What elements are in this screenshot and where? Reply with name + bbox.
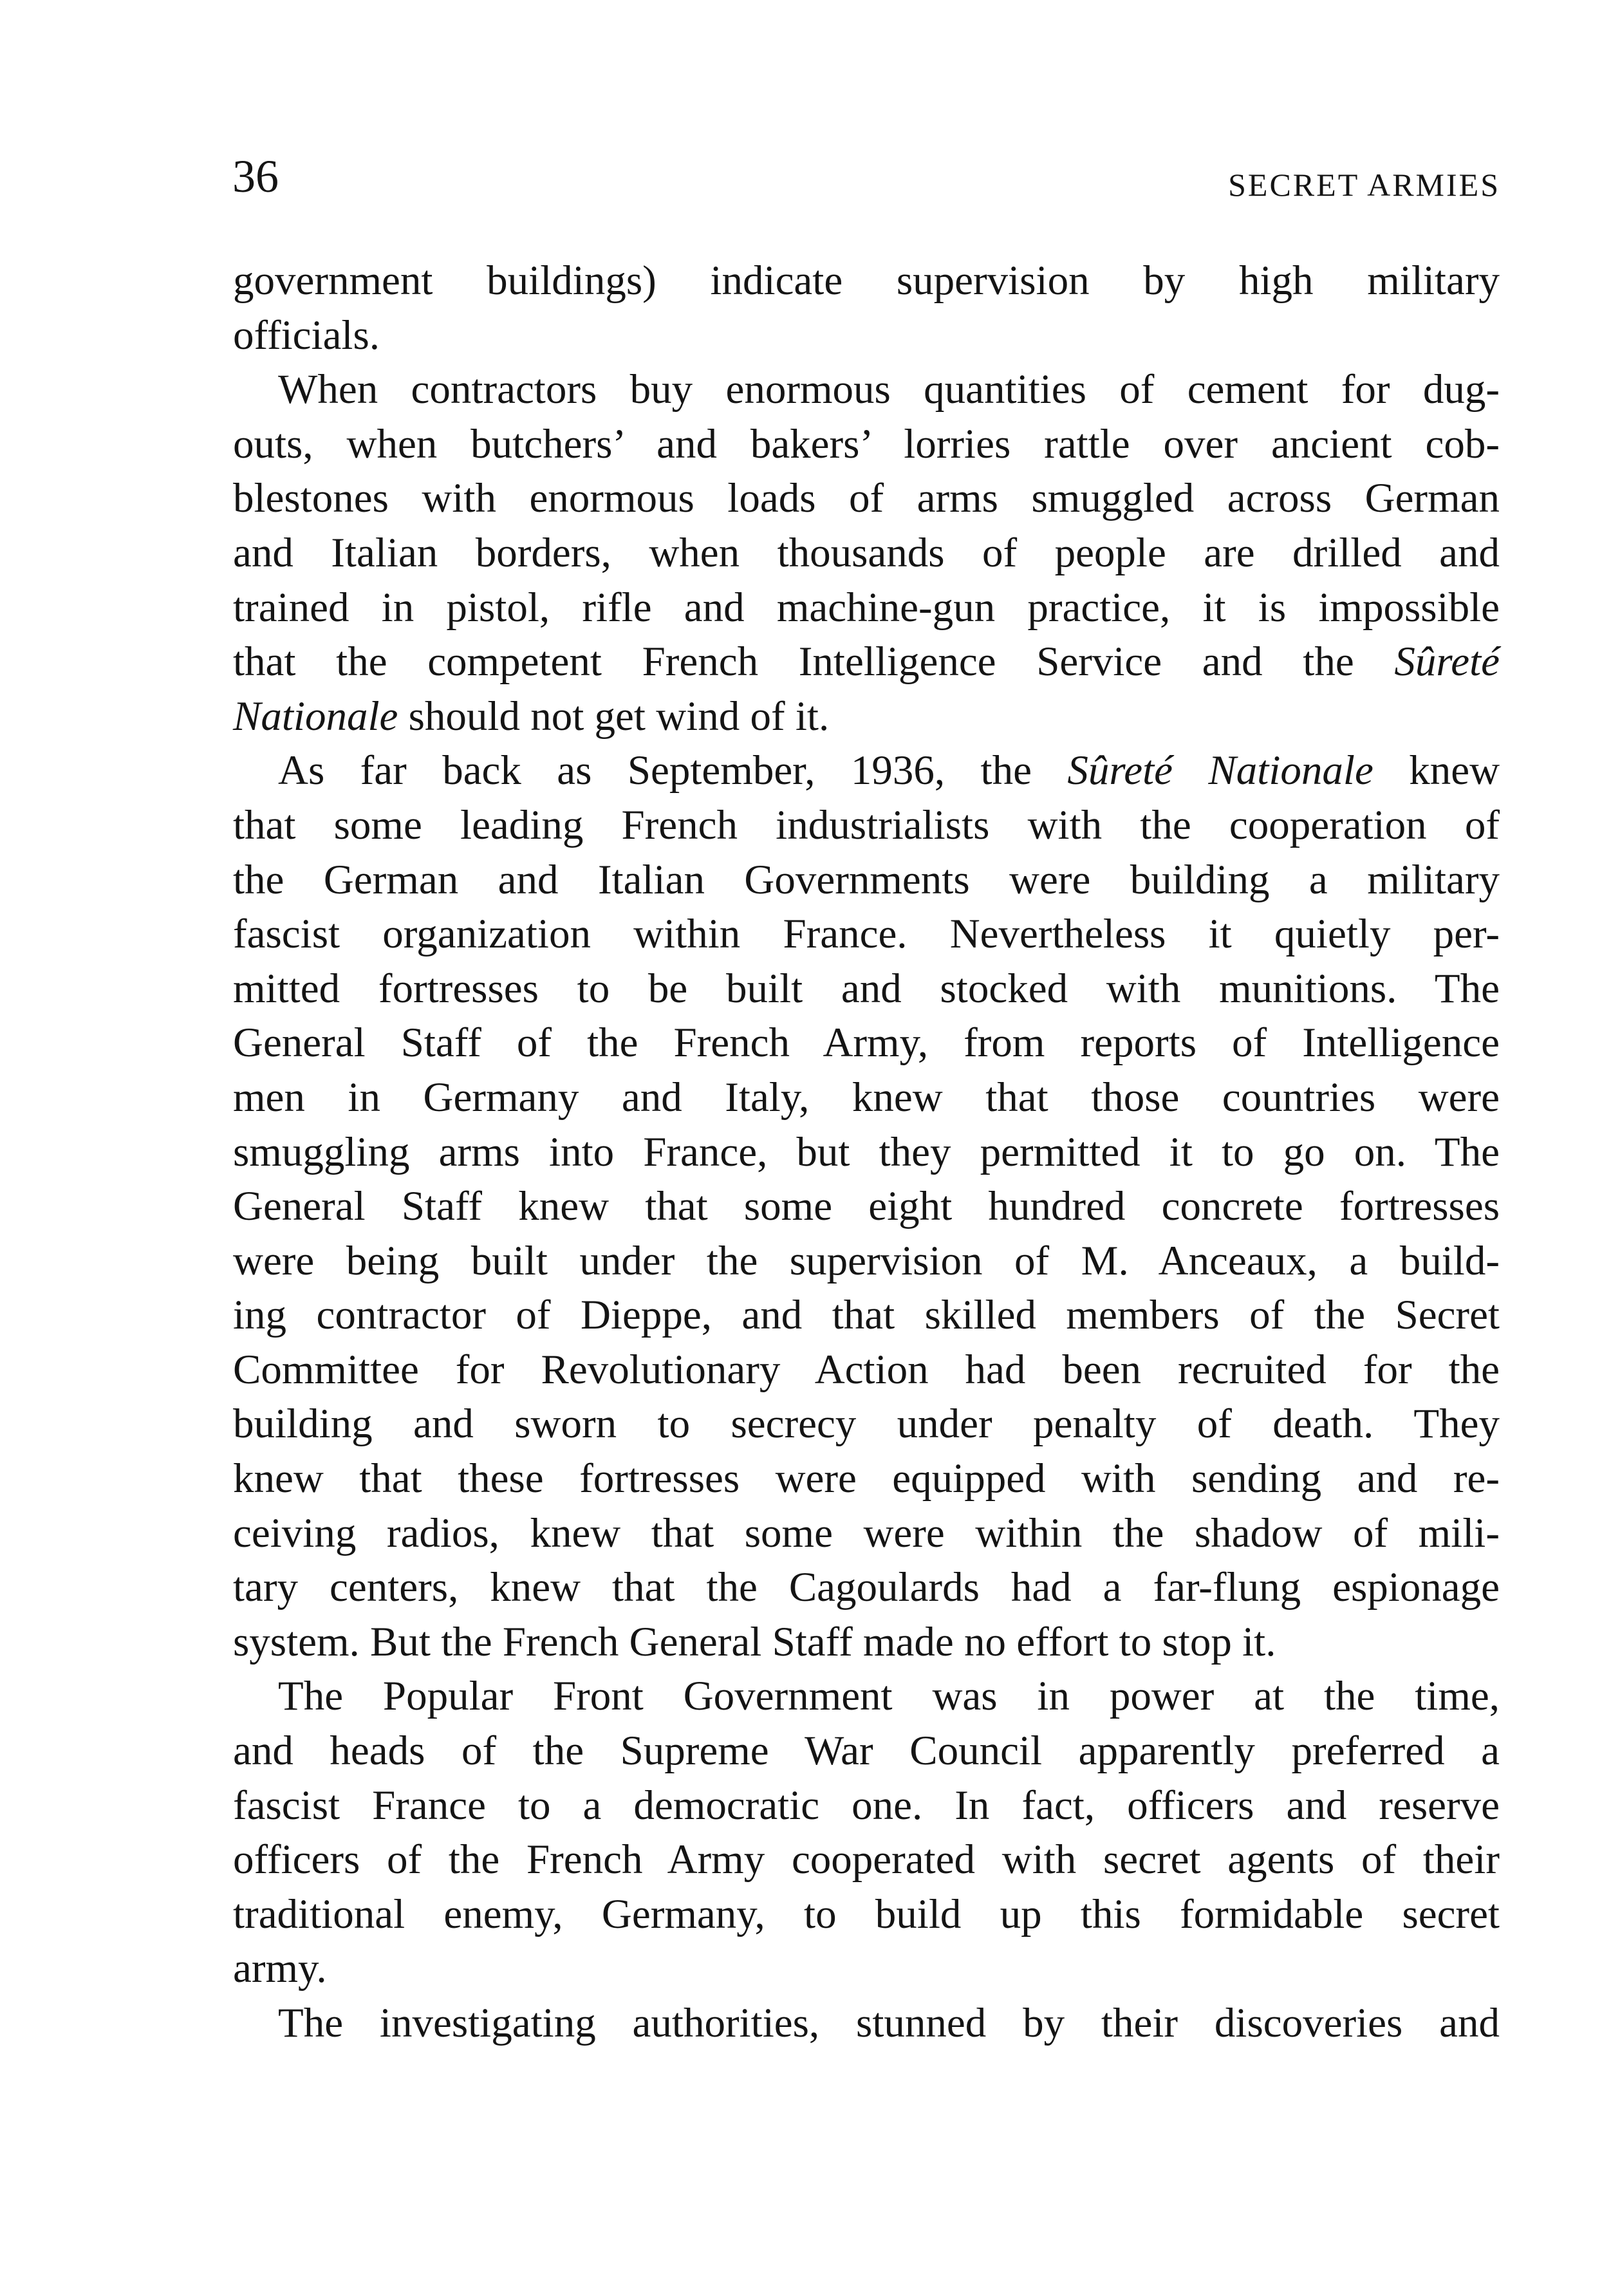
text-line: trained in pistol, rifle and machine-gun practice, it is impossible — [233, 584, 1500, 631]
text-line: ceiving radios, knew that some were within the shadow of mili- — [233, 1509, 1500, 1556]
paragraph-2 — [233, 362, 1500, 743]
text-segment: should not get wind of it. — [408, 693, 830, 740]
text-line: General Staff of the French Army, from reports of Intelligence — [233, 1020, 1500, 1067]
paragraph-4 — [233, 1669, 1500, 1996]
text-line: were being built under the supervision of M. Anceaux, a build- — [233, 1237, 1500, 1284]
text-line — [233, 743, 1500, 798]
text-line: system. But the French General Staff made no effort to stop it. — [233, 1618, 1276, 1665]
paragraph-1 — [233, 254, 1500, 362]
text-line: smuggling arms into France, but they permitted it to go on. The — [233, 1128, 1500, 1175]
text-line: and Italian borders, when thousands of people are drilled and — [233, 529, 1500, 576]
running-head-title: SECRET ARMIES — [1228, 167, 1500, 203]
text-line: mitted fortresses to be built and stocked with munitions. The — [233, 965, 1500, 1012]
text-line: fascist France to a democratic one. In fact, officers and reserve — [233, 1782, 1500, 1829]
text-line — [233, 635, 1500, 689]
text-line: The Popular Front Government was in power at the time, — [278, 1673, 1500, 1720]
text-line: knew that these fortresses were equipped with sending and re- — [233, 1455, 1500, 1502]
text-segment: that the competent French Intelligence Service and the — [233, 639, 1354, 686]
italic-term: Nationale — [233, 693, 398, 740]
text-line: and heads of the Supreme War Council apparently preferred a — [233, 1728, 1500, 1775]
text-line: The investigating authorities, stunned by their discoveries and — [278, 2000, 1500, 2046]
text-line: Committee for Revolutionary Action had been recruited for the — [233, 1346, 1500, 1393]
text-line: that some leading French industrialists with the cooperation of — [233, 801, 1500, 848]
text-line: blestones with enormous loads of arms smuggled across German — [233, 475, 1500, 522]
paragraph-3 — [233, 743, 1500, 1669]
text-line: officials. — [233, 312, 380, 359]
text-line: ing contractor of Dieppe, and that skilled members of the Secret — [233, 1292, 1500, 1339]
text-line: fascist organization within France. Nevertheless it quietly per- — [233, 911, 1500, 958]
text-line: army. — [233, 1945, 327, 1992]
page-number: 36 — [232, 151, 279, 202]
italic-term: Sûreté Nationale — [1067, 747, 1374, 794]
paragraph-5 — [233, 1996, 1500, 2051]
text-line: the German and Italian Governments were building a military — [233, 856, 1500, 903]
text-line: government buildings) indicate supervision by high military — [233, 257, 1500, 304]
text-line: officers of the French Army cooperated with secret agents of their — [233, 1836, 1500, 1883]
text-line: building and sworn to secrecy under penalty of death. They — [233, 1401, 1500, 1448]
text-line: General Staff knew that some eight hundred concrete fortresses — [233, 1183, 1500, 1230]
text-segment: As far back as September, 1936, the — [278, 747, 1032, 794]
text-line — [233, 689, 1500, 744]
body-text — [233, 254, 1500, 2051]
text-segment: knew — [1409, 747, 1500, 794]
text-line: tary centers, knew that the Cagoulards had a far-flung espionage — [233, 1564, 1500, 1611]
text-line: men in Germany and Italy, knew that those countries were — [233, 1074, 1500, 1121]
text-line: When contractors buy enormous quantities of cement for dug- — [278, 366, 1500, 413]
text-line: outs, when butchers’ and bakers’ lorries rattle over ancient cob- — [233, 420, 1500, 467]
text-line: traditional enemy, Germany, to build up this formidable secret — [233, 1890, 1500, 1937]
italic-term: Sûreté — [1394, 639, 1500, 686]
